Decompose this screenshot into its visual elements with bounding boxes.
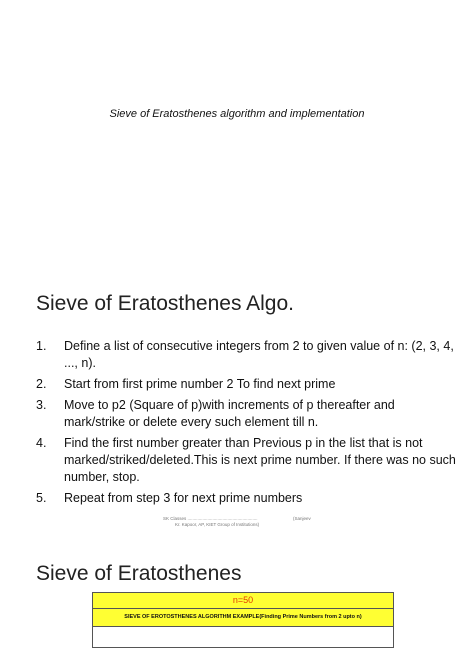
footer-line2: Kr. Kapoor, AP, KIET Group of Institutions) <box>175 522 260 527</box>
step-text: Start from first prime number 2 To find next prime <box>64 377 336 391</box>
example-table <box>92 592 394 648</box>
step-number: 1. <box>36 339 47 353</box>
cover-title: Sieve of Eratosthenes algorithm and implementation <box>109 108 365 120</box>
algorithm-steps-list <box>36 338 456 511</box>
algorithm-slide <box>0 262 474 537</box>
table-title: SIEVE OF EROTOSTHENES ALGORITHM EXAMPLE(Finding Prime Numbers from 2 upto n) <box>93 609 393 627</box>
algorithm-heading: Sieve of Eratosthenes Algo. <box>36 292 294 315</box>
step-number: 5. <box>36 491 47 505</box>
example-heading: Sieve of Eratosthenes <box>36 562 242 585</box>
example-slide <box>0 540 474 632</box>
list-item <box>36 376 456 393</box>
step-text: Repeat from step 3 for next prime numbers <box>64 491 303 505</box>
list-item <box>36 435 456 486</box>
step-number: 2. <box>36 377 47 391</box>
list-item <box>36 397 456 431</box>
footer-left: SK Classes ........................................................ <box>163 516 258 521</box>
step-text: Define a list of consecutive integers from 2 to given value of n: (2, 3, 4, ..., n). <box>64 339 454 370</box>
footer-right: (Sanjeev <box>293 516 311 521</box>
table-body <box>93 627 393 647</box>
list-item <box>36 490 456 507</box>
step-text: Find the first number greater than Previous p in the list that is not marked/striked/deleted.This is next prime number. If there was no such number, stop. <box>64 436 456 484</box>
n-value-label: n=50 <box>93 593 393 609</box>
step-number: 4. <box>36 436 47 450</box>
cover-slide <box>0 0 474 262</box>
step-text: Move to p2 (Square of p)with increments of p thereafter and mark/strike or delete every such element till n. <box>64 398 395 429</box>
list-item <box>36 338 456 372</box>
step-number: 3. <box>36 398 47 412</box>
